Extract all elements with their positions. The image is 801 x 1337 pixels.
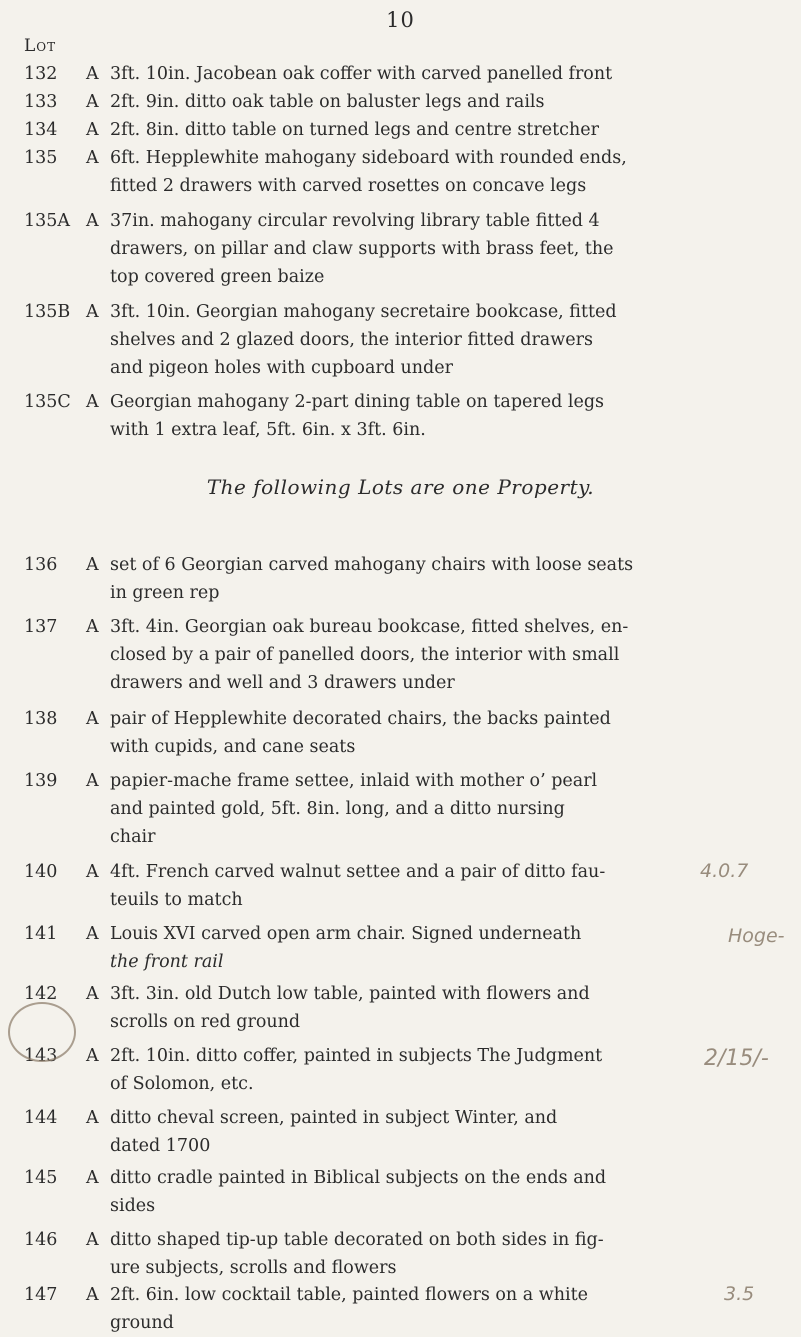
lot-line: 2ft. 6in. low cocktail table, painted flowers on a white (110, 1285, 588, 1305)
lot-line: 3ft. 10in. Georgian mahogany secretaire bookcase, fitted (110, 302, 617, 322)
lot-code: A (86, 984, 99, 1004)
lot-line: Louis XVI carved open arm chair. Signed underneath (110, 924, 582, 944)
lot-code: A (86, 709, 99, 729)
lot-number: 135A (24, 211, 71, 231)
lot-number: 135B (24, 302, 71, 322)
handwritten-price-140: 4.0.7 (700, 860, 749, 882)
lot-line: the front rail (110, 952, 224, 972)
lot-code: A (86, 1285, 99, 1305)
lot-code: A (86, 617, 99, 637)
lot-line: and pigeon holes with cupboard under (110, 358, 453, 378)
lot-number: 145 (24, 1168, 58, 1188)
lot-line: closed by a pair of panelled doors, the interior with small (110, 645, 620, 665)
lot-number: 139 (24, 771, 58, 791)
lot-code: A (86, 1108, 99, 1128)
lot-line: teuils to match (110, 890, 243, 910)
lot-description (110, 551, 786, 607)
lot-line: fitted 2 drawers with carved rosettes on concave legs (110, 176, 587, 196)
lot-description (110, 88, 786, 116)
lot-description (110, 1104, 786, 1160)
lot-line: with 1 extra leaf, 5ft. 6in. x 3ft. 6in. (110, 420, 426, 440)
lot-description (110, 705, 786, 761)
lot-line: drawers and well and 3 drawers under (110, 673, 455, 693)
lot-line: 3ft. 3in. old Dutch low table, painted with flowers and (110, 984, 590, 1004)
lot-number: 134 (24, 120, 58, 140)
handwritten-note-141: Hoge- (728, 925, 785, 947)
lot-description (110, 1226, 786, 1282)
lot-number: 138 (24, 709, 58, 729)
page-number: 10 (386, 8, 415, 32)
lot-code: A (86, 771, 99, 791)
lot-line: dated 1700 (110, 1136, 211, 1156)
lot-number: 144 (24, 1108, 58, 1128)
lot-line: sides (110, 1196, 156, 1216)
property-note: The following Lots are one Property. (206, 475, 595, 499)
lot-number: 147 (24, 1285, 58, 1305)
lot-line: set of 6 Georgian carved mahogany chairs with loose seats (110, 555, 634, 575)
lot-description (110, 858, 786, 914)
lot-number: 135C (24, 392, 71, 412)
lot-line: 6ft. Hepplewhite mahogany sideboard with rounded ends, (110, 148, 627, 168)
lot-column-header: Lot (24, 36, 57, 56)
lot-code: A (86, 392, 99, 412)
lot-description (110, 1281, 786, 1337)
lot-code: A (86, 924, 99, 944)
lot-line: ditto cradle painted in Biblical subjects on the ends and (110, 1168, 607, 1188)
lot-code: A (86, 148, 99, 168)
lot-line: with cupids, and cane seats (110, 737, 356, 757)
lot-description (110, 1164, 786, 1220)
lot-code: A (86, 1046, 99, 1066)
lot-line: 2ft. 10in. ditto coffer, painted in subjects The Judgment (110, 1046, 603, 1066)
lot-number: 136 (24, 555, 58, 575)
lot-line: 3ft. 4in. Georgian oak bureau bookcase, fitted shelves, en- (110, 617, 629, 637)
lot-line: and painted gold, 5ft. 8in. long, and a ditto nursing (110, 799, 565, 819)
lot-description (110, 613, 786, 697)
lot-line: of Solomon, etc. (110, 1074, 254, 1094)
lot-description (110, 388, 786, 444)
lot-line: in green rep (110, 583, 220, 603)
lot-line: 2ft. 8in. ditto table on turned legs and centre stretcher (110, 120, 599, 140)
lot-code: A (86, 120, 99, 140)
lot-line: scrolls on red ground (110, 1012, 301, 1032)
lot-description (110, 116, 786, 144)
lot-code: A (86, 555, 99, 575)
lot-number: 141 (24, 924, 58, 944)
lot-number: 135 (24, 148, 58, 168)
lot-line: papier-mache frame settee, inlaid with mother o’ pearl (110, 771, 598, 791)
lot-code: A (86, 862, 99, 882)
handwritten-price-143: 2/15/- (704, 1046, 769, 1071)
lot-description (110, 60, 786, 88)
lot-line: ditto shaped tip-up table decorated on both sides in fig- (110, 1230, 604, 1250)
lot-line: 3ft. 10in. Jacobean oak coffer with carved panelled front (110, 64, 613, 84)
lot-description (110, 298, 786, 382)
lot-number: 132 (24, 64, 58, 84)
lot-number: 137 (24, 617, 58, 637)
handwritten-note-147: 3.5 (724, 1283, 755, 1305)
lot-number: 133 (24, 92, 58, 112)
lot-line: 37in. mahogany circular revolving library table fitted 4 (110, 211, 600, 231)
lot-line: shelves and 2 glazed doors, the interior fitted drawers (110, 330, 593, 350)
lot-description (110, 207, 786, 291)
lot-line: ure subjects, scrolls and flowers (110, 1258, 397, 1278)
lot-description (110, 767, 786, 851)
lot-description (110, 980, 786, 1036)
lot-number: 146 (24, 1230, 58, 1250)
lot-description (110, 920, 786, 976)
lot-code: A (86, 64, 99, 84)
lot-number: 143 (24, 1046, 58, 1066)
lot-line: chair (110, 827, 156, 847)
lot-code: A (86, 302, 99, 322)
lot-line: Georgian mahogany 2-part dining table on tapered legs (110, 392, 605, 412)
lot-line: drawers, on pillar and claw supports with brass feet, the (110, 239, 614, 259)
lot-line: 2ft. 9in. ditto oak table on baluster legs and rails (110, 92, 545, 112)
lot-code: A (86, 92, 99, 112)
lot-line: 4ft. French carved walnut settee and a pair of ditto fau- (110, 862, 606, 882)
lot-line: ground (110, 1313, 174, 1333)
lot-number: 140 (24, 862, 58, 882)
lot-number: 142 (24, 984, 58, 1004)
lot-code: A (86, 1168, 99, 1188)
lot-line: top covered green baize (110, 267, 325, 287)
lot-line: pair of Hepplewhite decorated chairs, the backs painted (110, 709, 611, 729)
lot-description (110, 144, 786, 200)
lot-code: A (86, 1230, 99, 1250)
lot-description (110, 1042, 786, 1098)
lot-line: ditto cheval screen, painted in subject Winter, and (110, 1108, 558, 1128)
lot-code: A (86, 211, 99, 231)
pencil-circle-mark (8, 1002, 76, 1062)
